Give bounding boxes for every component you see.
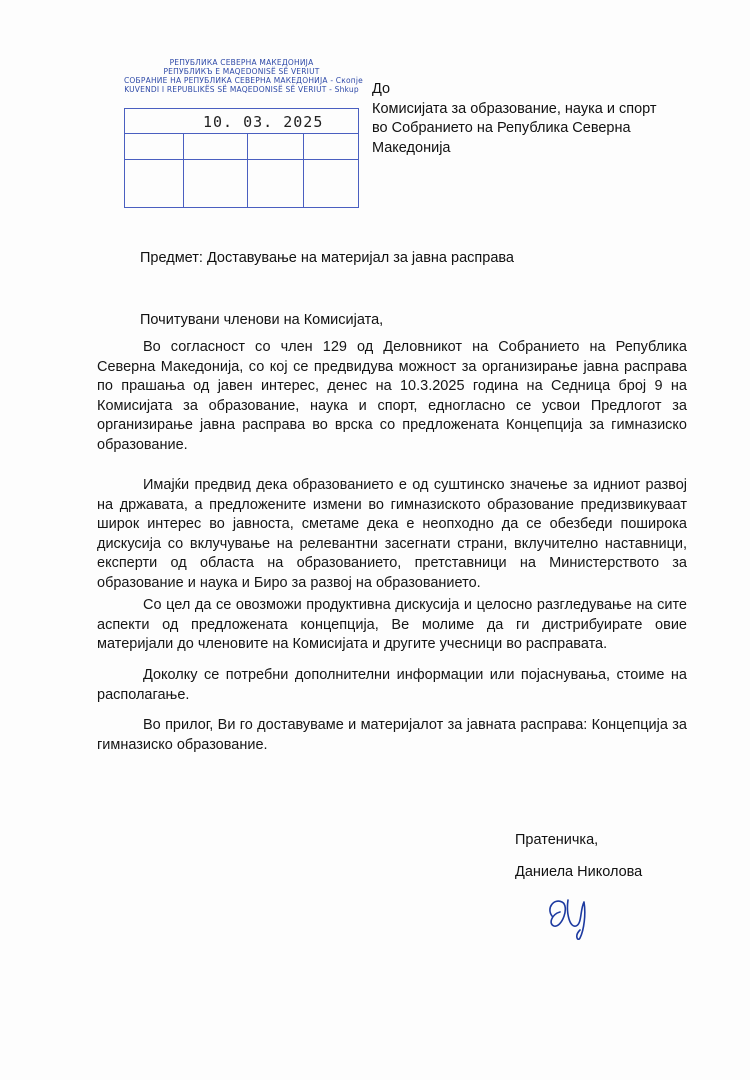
body-paragraph: [97, 716, 687, 755]
stamp-column: [303, 133, 304, 207]
addressee-line: Комисијата за образование, наука и спорт: [372, 100, 657, 117]
stamp-line: РЕПУБЛИКА СЕВЕРНА МАКЕДОНИЈА: [169, 58, 314, 67]
subject-line: Предмет: Доставување на материјал за јавна расправа: [140, 250, 514, 266]
paragraph-text: Доколку се потребни дополнителни информации или појаснувања, стоиме на располагање.: [97, 667, 687, 703]
addressee-block: [372, 80, 702, 158]
stamp-column: [183, 133, 184, 207]
signatory-name: Даниела Николова: [515, 864, 643, 880]
stamp-date: 10. 03. 2025: [203, 113, 324, 131]
stamp-header-row: [125, 133, 358, 160]
body-paragraph: [97, 476, 687, 594]
body-paragraph: [97, 596, 687, 655]
paragraph-text: Имајќи предвид дека образованието е од суштинско значење за идниот развој на државата, а предложените измени во гимназиското образование предизвикуваат широк интерес во јавноста, сметаме дека е неопходно да се обезбеди поширока дискусија со вклучување на релевантни засегнати страни, вклучително наставници, експерти од областа на образованието, претставници на Министерството за образование и наука и Биро за развој на образованието.: [97, 477, 687, 591]
registry-stamp: [124, 58, 363, 208]
stamp-line: РЕПУБЛИКЪ E MAQEDONISË SË VERIUT: [163, 67, 320, 76]
addressee-line: Македонија: [372, 139, 451, 156]
body-paragraph: [97, 666, 687, 705]
addressee-to: До: [372, 81, 391, 97]
stamp-line: СОБРАНИЕ НА РЕПУБЛИКА СЕВЕРНА МАКЕДОНИЈА - Скопје: [124, 76, 363, 85]
stamp-column: [247, 133, 248, 207]
body-paragraph: [97, 338, 687, 456]
stamp-date-row: [125, 109, 358, 134]
paragraph-text: Во прилог, Ви го доставуваме и материјалот за јавната расправа: Концепција за гимназиско образование.: [97, 717, 687, 753]
addressee-line: во Собранието на Република Северна: [372, 120, 631, 136]
stamp-header: [124, 58, 363, 94]
closing-title: Пратеничка,: [515, 832, 599, 848]
paragraph-text: Во согласност со член 129 од Деловникот на Собранието на Република Северна Македонија, со кој се предвидува можност за организирање јавна расправа по прашања од јавен интерес, денес на 10.3.2025 година на Седница број 9 на Комисијата за образование, наука и спорт, едногласно се усвои Предлогот за организирање јавна расправа во врска со предложената Концепција за гимназиско образование.: [97, 339, 687, 453]
handwritten-signature: [540, 880, 630, 940]
paragraph-text: Со цел да се овозможи продуктивна дискусија и целосно разгледување на сите аспекти од предложената концепција, Ве молиме да ги дистрибуирате овие материјали до членовите на Комисијата и другите учесници во расправата.: [97, 597, 687, 653]
salutation: Почитувани членови на Комисијата,: [140, 312, 384, 328]
stamp-grid: [124, 108, 359, 208]
stamp-line: KUVENDI I REPUBLIKËS SË MAQEDONISË SË VERIUT - Shkup: [124, 85, 359, 94]
